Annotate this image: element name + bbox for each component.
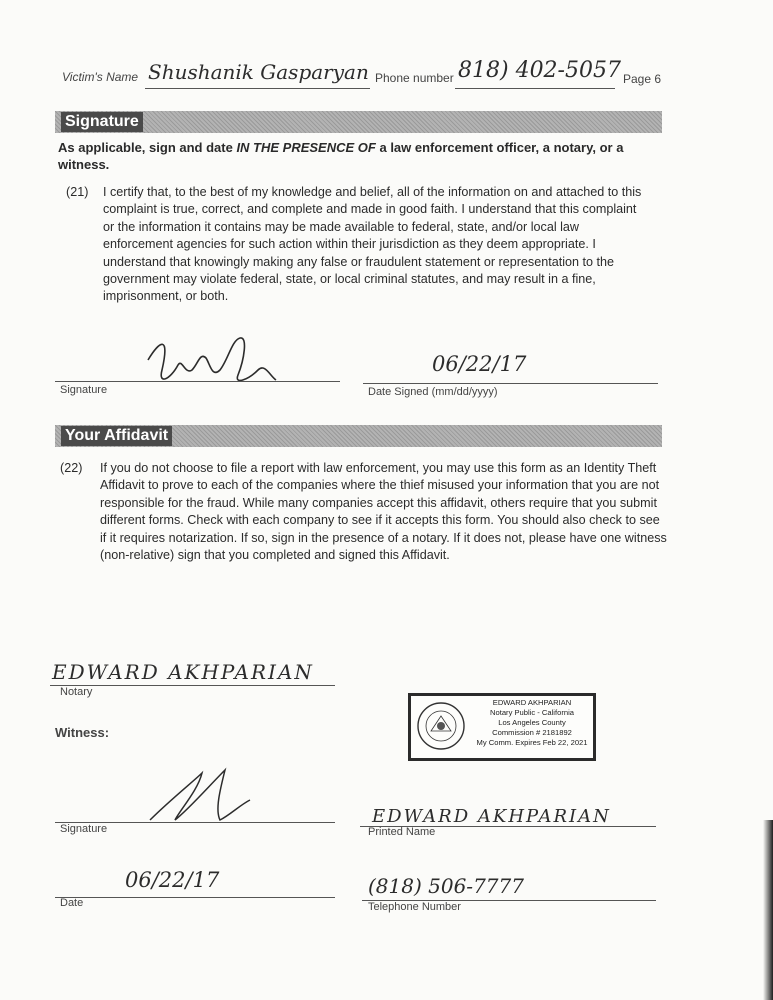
header <box>0 0 773 100</box>
witness-signature-label: Signature <box>60 823 108 835</box>
signature-label: Signature <box>60 384 108 396</box>
affidavit-section-bar <box>55 425 662 447</box>
printed-name-value: EDWARD AKHPARIAN <box>372 806 611 827</box>
stamp-county: Los Angeles County <box>498 718 566 727</box>
telephone-label: Telephone Number <box>368 901 461 913</box>
phone-number-value: 818) 402-5057 <box>458 58 621 83</box>
affidavit-section-title: Your Affidavit <box>61 426 172 446</box>
witness-date-line <box>55 897 335 898</box>
notary-handwritten-name: EDWARD AKHPARIAN <box>52 660 314 684</box>
notary-seal-icon <box>416 701 466 751</box>
victim-name-value: Shushanik Gasparyan <box>148 60 369 84</box>
notary-label: Notary <box>60 686 93 698</box>
stamp-commission: Commission # 2181892 <box>492 728 572 737</box>
stamp-expires: My Comm. Expires Feb 22, 2021 <box>476 738 588 747</box>
stamp-title: Notary Public - California <box>490 708 574 717</box>
victim-signature <box>140 330 280 400</box>
phone-number-label: Phone number <box>375 71 454 85</box>
signature-section-bar <box>55 111 662 133</box>
item-21-number: (21) <box>66 185 89 199</box>
witness-date-value: 06/22/17 <box>125 868 220 892</box>
date-signed-line <box>363 383 658 384</box>
phone-number-line <box>455 88 615 89</box>
item-22-number: (22) <box>60 461 83 475</box>
signature-section-title: Signature <box>61 112 143 132</box>
date-signed-value: 06/22/17 <box>432 352 527 376</box>
stamp-name: EDWARD AKHPARIAN <box>492 698 572 707</box>
scan-edge-shadow <box>763 820 773 1000</box>
signature-instruction: As applicable, sign and date IN THE PRESENCE OF a law enforcement officer, a notary, or a witness. <box>58 140 624 172</box>
notary-stamp <box>408 693 596 761</box>
page-number: Page 6 <box>623 72 662 86</box>
signature-line <box>55 381 340 382</box>
victim-name-line <box>145 88 370 89</box>
victim-name-label: Victim's Name <box>62 70 139 84</box>
item-21-text: I certify that, to the best of my knowledge and belief, all of the information on and attached to this complaint is true, correct, and complete and made in good faith. I understand that this complaint or the information it contains may be made available to federal, state, and/or local law enforcement agencies for such action within their jurisdiction as they deem appropriate. I understand that knowingly making any false or fraudulent statement or representation to the government may violate federal, state, or local criminal statutes, and may result in a fine, imprisonment, or both. <box>103 185 642 304</box>
witness-date-label: Date <box>60 897 84 909</box>
witness-signature <box>140 765 280 825</box>
date-signed-label: Date Signed (mm/dd/yyyy) <box>368 386 498 398</box>
telephone-value: (818) 506-7777 <box>368 874 524 898</box>
notary-stamp-text <box>473 698 591 748</box>
item-22-text: If you do not choose to file a report with law enforcement, you may use this form as an Identity Theft Affidavit to prove to each of the companies where the thief misused your information that you are not responsible for the fraud. While many companies accept this affidavit, others require that you submit different forms. Check with each company to see if it accepts this form. You should also check to see if it requires notarization. If so, sign in the presence of a notary. If it does not, please have one witness (non-relative) sign that you completed and signed this Affidavit. <box>100 461 667 563</box>
notary-line <box>50 685 335 686</box>
printed-name-label: Printed Name <box>368 826 436 838</box>
witness-label: Witness: <box>55 725 110 740</box>
